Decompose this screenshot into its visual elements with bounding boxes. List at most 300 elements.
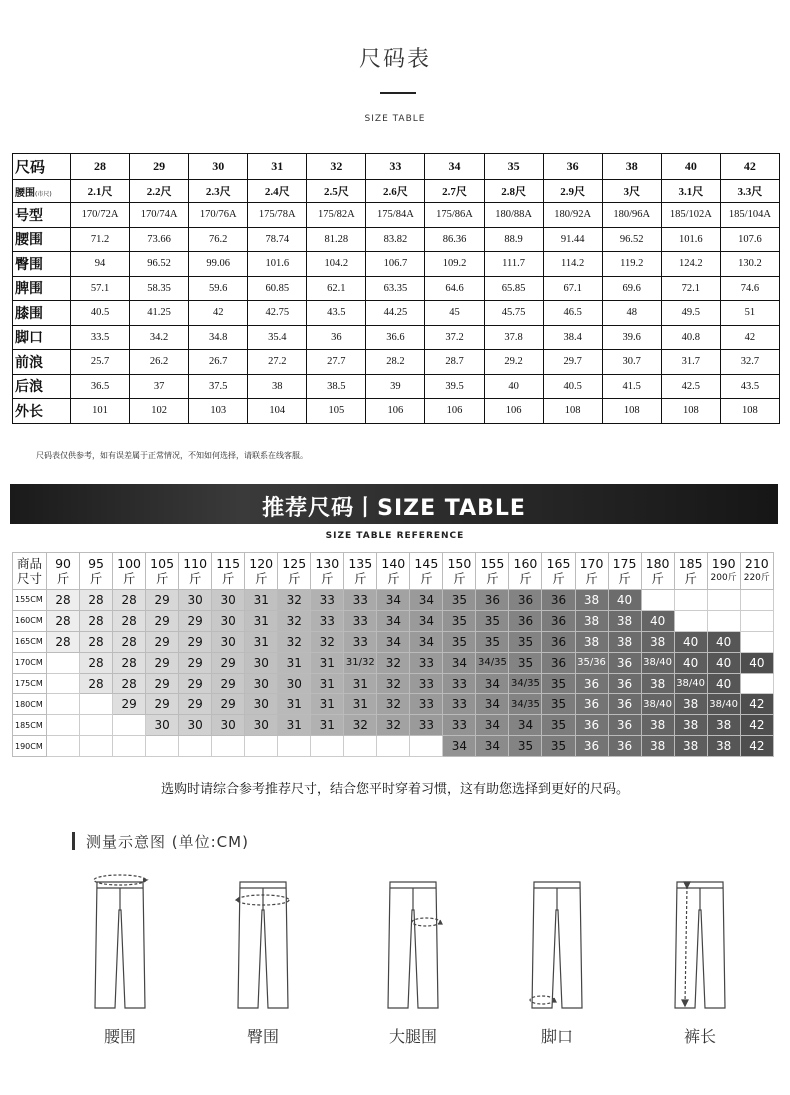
recommend-cell: 29 <box>146 631 179 652</box>
weight-unit: 斤 <box>453 571 466 586</box>
recommend-cell: 35 <box>542 715 575 736</box>
weight-unit: 斤 <box>221 571 235 586</box>
size-cell: 43.5 <box>307 301 366 326</box>
recommend-cell <box>113 715 146 736</box>
size-cell: 64.6 <box>425 276 484 301</box>
recommend-cell: 38 <box>641 673 674 694</box>
recommend-cell: 35 <box>476 610 509 631</box>
size-cell: 180/92A <box>543 203 602 228</box>
height-label: 190CM <box>13 736 47 757</box>
weight-header <box>146 553 179 590</box>
recommend-cell: 29 <box>212 673 245 694</box>
size-row-label-text: 脾围 <box>15 281 43 298</box>
size-cell: 34 <box>425 154 484 180</box>
weight-number: 160 <box>513 556 538 571</box>
recommend-cell <box>80 694 113 715</box>
size-table-row <box>13 180 780 203</box>
recommend-cell: 30 <box>278 673 311 694</box>
recommend-cell: 32 <box>377 652 410 673</box>
size-cell: 3.3尺 <box>720 180 779 203</box>
recommend-cell: 42 <box>740 715 773 736</box>
recommend-cell: 28 <box>113 590 146 611</box>
weight-number: 165 <box>546 556 571 571</box>
recommend-cell: 31 <box>278 694 311 715</box>
size-cell: 28 <box>71 154 130 180</box>
size-table <box>12 153 780 424</box>
size-row-label-text: 膝围 <box>15 305 43 322</box>
recommend-cell: 31 <box>311 694 344 715</box>
recommend-cell: 35 <box>443 590 476 611</box>
weight-unit: 斤 <box>89 571 103 586</box>
weight-unit: 斤 <box>486 571 499 586</box>
size-cell: 2.7尺 <box>425 180 484 203</box>
recommend-cell: 30 <box>245 694 278 715</box>
size-cell: 45.75 <box>484 301 543 326</box>
height-label: 185CM <box>13 715 47 736</box>
size-cell: 74.6 <box>720 276 779 301</box>
recommend-cell: 28 <box>80 652 113 673</box>
weight-header <box>179 553 212 590</box>
size-table-row <box>13 276 780 301</box>
banner-title: 推荐尺码丨SIZE TABLE <box>262 496 526 521</box>
recommend-cell: 38 <box>608 631 641 652</box>
recommend-cell <box>377 736 410 757</box>
size-cell: 2.9尺 <box>543 180 602 203</box>
size-cell: 111.7 <box>484 252 543 277</box>
size-cell: 38.4 <box>543 325 602 350</box>
weight-number: 100 <box>117 556 141 571</box>
measure-label-hem: 脚口 <box>540 1027 573 1046</box>
recommend-cell: 36 <box>575 673 608 694</box>
size-cell: 38 <box>602 154 661 180</box>
recommend-cell <box>344 736 377 757</box>
recommend-cell: 38/40 <box>641 652 674 673</box>
length-measure-icon <box>655 870 745 1015</box>
size-cell: 170/76A <box>189 203 248 228</box>
recommend-cell: 35 <box>443 631 476 652</box>
recommend-row <box>13 694 774 715</box>
size-cell: 175/86A <box>425 203 484 228</box>
recommend-cell: 33 <box>344 631 377 652</box>
size-cell: 29 <box>130 154 189 180</box>
recommend-cell: 29 <box>179 652 212 673</box>
recommend-cell: 38 <box>641 736 674 757</box>
weight-header <box>443 553 476 590</box>
weight-number: 140 <box>381 556 406 571</box>
size-cell: 3.1尺 <box>661 180 720 203</box>
recommend-cell: 34 <box>476 673 509 694</box>
size-cell: 185/102A <box>661 203 720 228</box>
recommend-tip: 选购时请综合参考推荐尺寸，结合您平时穿着习惯，这有助您选择到更好的尺码。 <box>160 782 629 797</box>
weight-header <box>641 553 674 590</box>
weight-unit: 200斤 <box>710 573 737 583</box>
height-label: 165CM <box>13 631 47 652</box>
size-cell: 103 <box>189 399 248 424</box>
size-cell: 106 <box>484 399 543 424</box>
size-row-label <box>13 276 71 301</box>
size-cell: 40.5 <box>543 374 602 399</box>
recommend-cell: 33 <box>344 610 377 631</box>
section-marker <box>72 832 75 850</box>
size-cell: 37 <box>130 374 189 399</box>
weight-header <box>377 553 410 590</box>
size-cell: 3尺 <box>602 180 661 203</box>
recommend-cell: 36 <box>575 715 608 736</box>
size-cell: 94 <box>71 252 130 277</box>
recommend-cell: 40 <box>674 652 707 673</box>
size-cell: 73.66 <box>130 227 189 252</box>
weight-header <box>674 553 707 590</box>
size-cell: 28.7 <box>425 350 484 375</box>
size-cell: 88.9 <box>484 227 543 252</box>
weight-unit: 斤 <box>585 571 598 586</box>
recommend-cell: 34 <box>410 610 443 631</box>
weight-number: 110 <box>183 556 208 571</box>
recommend-cell <box>707 590 740 611</box>
size-cell: 2.3尺 <box>189 180 248 203</box>
recommend-cell: 31 <box>278 652 311 673</box>
size-table-note: 尺码表仅供参考，如有误差属于正常情况，不知如何选择，请联系在线客服。 <box>36 451 308 460</box>
recommend-row <box>13 631 774 652</box>
recommend-cell: 33 <box>410 715 443 736</box>
recommend-row <box>13 610 774 631</box>
size-cell: 25.7 <box>71 350 130 375</box>
recommend-cell: 31 <box>344 694 377 715</box>
size-row-label <box>13 227 71 252</box>
size-cell: 36 <box>307 325 366 350</box>
recommend-cell: 34/35 <box>476 652 509 673</box>
weight-number: 105 <box>150 556 175 571</box>
recommend-cell: 36 <box>509 590 542 611</box>
measure-title: 测量示意图 (单位:CM) <box>86 833 249 851</box>
size-row-label-text: 前浪 <box>15 354 43 371</box>
recommend-cell: 36 <box>608 715 641 736</box>
corner-bottom: 尺寸 <box>16 571 42 586</box>
size-row-label <box>13 180 71 203</box>
recommend-cell: 34 <box>443 736 476 757</box>
size-cell: 107.6 <box>720 227 779 252</box>
recommend-cell <box>740 610 773 631</box>
recommend-cell: 28 <box>80 610 113 631</box>
recommend-cell: 42 <box>740 694 773 715</box>
size-cell: 37.5 <box>189 374 248 399</box>
banner-subtitle: SIZE TABLE REFERENCE <box>325 531 465 541</box>
recommend-cell: 30 <box>212 631 245 652</box>
weight-unit: 斤 <box>420 571 433 586</box>
size-cell: 26.2 <box>130 350 189 375</box>
size-cell: 38.5 <box>307 374 366 399</box>
size-cell: 63.35 <box>366 276 425 301</box>
weight-unit: 斤 <box>651 571 664 586</box>
recommend-cell <box>707 610 740 631</box>
recommend-cell <box>245 736 278 757</box>
size-cell: 130.2 <box>720 252 779 277</box>
recommend-cell: 38 <box>707 736 740 757</box>
recommend-cell: 35 <box>443 610 476 631</box>
size-cell: 39.5 <box>425 374 484 399</box>
size-cell: 34.8 <box>189 325 248 350</box>
size-row-label-text: 号型 <box>15 207 43 224</box>
recommend-row <box>13 736 774 757</box>
recommend-cell: 28 <box>47 610 80 631</box>
weight-header <box>575 553 608 590</box>
size-cell: 62.1 <box>307 276 366 301</box>
recommend-cell: 31 <box>278 715 311 736</box>
weight-number: 120 <box>249 556 274 571</box>
size-cell: 67.1 <box>543 276 602 301</box>
size-cell: 104 <box>248 399 307 424</box>
recommend-cell: 36 <box>575 736 608 757</box>
size-cell: 42 <box>720 325 779 350</box>
recommend-cell <box>740 590 773 611</box>
size-cell: 102 <box>130 399 189 424</box>
weight-header <box>113 553 146 590</box>
size-table-row <box>13 227 780 252</box>
weight-number: 90 <box>55 556 71 571</box>
size-cell: 124.2 <box>661 252 720 277</box>
recommend-cell: 31 <box>245 590 278 611</box>
weight-number: 135 <box>348 556 373 571</box>
weight-unit: 斤 <box>188 571 202 586</box>
recommend-cell: 34 <box>509 715 542 736</box>
weight-number: 210 <box>744 556 769 571</box>
size-cell: 180/88A <box>484 203 543 228</box>
size-cell: 2.6尺 <box>366 180 425 203</box>
size-row-label <box>13 325 71 350</box>
weight-header <box>344 553 377 590</box>
recommend-cell: 38 <box>674 694 707 715</box>
weight-unit: 斤 <box>354 571 367 586</box>
size-cell: 39.6 <box>602 325 661 350</box>
recommend-cell <box>47 673 80 694</box>
recommend-cell: 28 <box>113 610 146 631</box>
recommend-cell: 34 <box>410 631 443 652</box>
recommend-cell <box>113 736 146 757</box>
recommend-cell: 30 <box>146 715 179 736</box>
size-cell: 37.8 <box>484 325 543 350</box>
recommend-cell: 32 <box>344 715 377 736</box>
recommend-cell: 35 <box>509 631 542 652</box>
height-label: 170CM <box>13 652 47 673</box>
measure-label-thigh: 大腿围 <box>388 1027 437 1046</box>
recommend-cell <box>212 736 245 757</box>
size-cell: 185/104A <box>720 203 779 228</box>
recommend-cell: 35 <box>509 652 542 673</box>
size-cell: 72.1 <box>661 276 720 301</box>
recommend-row <box>13 590 774 611</box>
measure-label-waist: 腰围 <box>103 1027 136 1046</box>
size-cell: 114.2 <box>543 252 602 277</box>
weight-unit: 斤 <box>155 571 169 586</box>
size-cell: 30.7 <box>602 350 661 375</box>
size-table-row <box>13 301 780 326</box>
size-cell: 41.25 <box>130 301 189 326</box>
size-cell: 40.5 <box>71 301 130 326</box>
recommend-cell: 40 <box>707 652 740 673</box>
size-cell: 2.1尺 <box>71 180 130 203</box>
weight-unit: 斤 <box>287 571 301 586</box>
size-cell: 108 <box>543 399 602 424</box>
size-row-label-sub: (市尺) <box>35 190 52 198</box>
recommend-cell: 36 <box>542 631 575 652</box>
height-label: 180CM <box>13 694 47 715</box>
weight-header <box>410 553 443 590</box>
recommend-cell: 34 <box>377 590 410 611</box>
recommend-cell: 34 <box>443 652 476 673</box>
height-label: 160CM <box>13 610 47 631</box>
size-cell: 69.6 <box>602 276 661 301</box>
height-label: 175CM <box>13 673 47 694</box>
weight-header <box>278 553 311 590</box>
recommend-cell: 30 <box>179 590 212 611</box>
size-row-label-text: 尺码 <box>15 158 46 176</box>
size-cell: 78.74 <box>248 227 307 252</box>
weight-number: 185 <box>678 556 703 571</box>
recommend-cell: 35 <box>542 736 575 757</box>
size-cell: 42 <box>720 154 779 180</box>
size-cell: 2.8尺 <box>484 180 543 203</box>
size-row-label <box>13 399 71 424</box>
weight-unit: 斤 <box>618 571 631 586</box>
size-cell: 101.6 <box>661 227 720 252</box>
size-cell: 51 <box>720 301 779 326</box>
recommend-cell: 33 <box>410 652 443 673</box>
size-cell: 26.7 <box>189 350 248 375</box>
recommend-cell: 32 <box>377 694 410 715</box>
recommend-cell: 34 <box>476 715 509 736</box>
size-cell: 96.52 <box>130 252 189 277</box>
size-row-label <box>13 154 71 180</box>
recommend-cell: 33 <box>443 673 476 694</box>
recommend-cell <box>674 590 707 611</box>
recommend-cell: 38 <box>575 610 608 631</box>
size-cell: 99.06 <box>189 252 248 277</box>
weight-number: 180 <box>645 556 670 571</box>
recommend-cell <box>641 590 674 611</box>
size-cell: 37.2 <box>425 325 484 350</box>
recommend-cell: 32 <box>278 610 311 631</box>
size-table-row <box>13 325 780 350</box>
size-cell: 28.2 <box>366 350 425 375</box>
recommend-cell: 29 <box>179 673 212 694</box>
size-cell: 31.7 <box>661 350 720 375</box>
recommend-cell: 32 <box>377 715 410 736</box>
size-cell: 40.8 <box>661 325 720 350</box>
weight-number: 145 <box>414 556 439 571</box>
recommend-cell: 28 <box>80 631 113 652</box>
recommend-cell: 36 <box>608 673 641 694</box>
measure-label-hip: 臀围 <box>246 1027 279 1046</box>
recommend-cell: 40 <box>707 673 740 694</box>
recommend-cell: 35/36 <box>575 652 608 673</box>
size-cell: 96.52 <box>602 227 661 252</box>
recommend-cell: 29 <box>113 694 146 715</box>
recommend-cell: 32 <box>377 673 410 694</box>
recommend-cell: 30 <box>212 590 245 611</box>
recommend-header-row <box>13 553 774 590</box>
recommend-cell: 36 <box>509 610 542 631</box>
recommend-cell: 28 <box>80 673 113 694</box>
recommend-cell: 28 <box>47 590 80 611</box>
recommend-cell: 40 <box>608 590 641 611</box>
recommend-cell <box>80 715 113 736</box>
weight-unit: 斤 <box>387 571 400 586</box>
recommend-cell: 34 <box>476 736 509 757</box>
recommend-cell: 38 <box>608 610 641 631</box>
size-row-label <box>13 252 71 277</box>
size-cell: 31 <box>248 154 307 180</box>
weight-number: 130 <box>315 556 340 571</box>
recommend-cell: 32 <box>278 590 311 611</box>
size-cell: 86.36 <box>425 227 484 252</box>
recommend-corner <box>13 553 47 590</box>
size-cell: 109.2 <box>425 252 484 277</box>
recommend-cell: 29 <box>146 694 179 715</box>
recommend-cell: 29 <box>212 694 245 715</box>
weight-header <box>542 553 575 590</box>
size-cell: 65.85 <box>484 276 543 301</box>
recommend-cell: 38 <box>575 631 608 652</box>
size-cell: 83.82 <box>366 227 425 252</box>
recommend-cell: 40 <box>707 631 740 652</box>
recommend-cell: 30 <box>245 673 278 694</box>
weight-number: 150 <box>447 556 472 571</box>
recommend-cell: 30 <box>179 715 212 736</box>
recommend-cell: 33 <box>410 694 443 715</box>
recommend-cell <box>47 715 80 736</box>
recommend-cell: 31 <box>344 673 377 694</box>
measure-label-length: 裤长 <box>683 1027 716 1046</box>
size-cell: 38 <box>248 374 307 399</box>
recommend-cell: 30 <box>212 610 245 631</box>
weight-number: 125 <box>282 556 307 571</box>
weight-unit: 斤 <box>684 571 697 586</box>
weight-header <box>476 553 509 590</box>
recommend-cell: 29 <box>179 610 212 631</box>
size-row-label-text: 外长 <box>15 403 43 420</box>
size-cell: 108 <box>602 399 661 424</box>
weight-unit: 斤 <box>321 571 334 586</box>
size-cell: 39 <box>366 374 425 399</box>
weight-unit: 斤 <box>519 571 532 586</box>
size-cell: 44.25 <box>366 301 425 326</box>
recommend-cell: 38 <box>674 715 707 736</box>
weight-header <box>80 553 113 590</box>
size-cell: 108 <box>720 399 779 424</box>
recommend-cell: 33 <box>311 590 344 611</box>
hem-measure-icon <box>512 870 602 1015</box>
recommend-row <box>13 652 774 673</box>
weight-number: 170 <box>579 556 604 571</box>
recommend-cell: 31 <box>245 610 278 631</box>
size-row-label <box>13 301 71 326</box>
size-cell: 36.6 <box>366 325 425 350</box>
size-table-row <box>13 154 780 180</box>
size-cell: 27.2 <box>248 350 307 375</box>
recommend-cell: 38 <box>641 715 674 736</box>
size-table-row <box>13 350 780 375</box>
size-cell: 32.7 <box>720 350 779 375</box>
size-cell: 30 <box>189 154 248 180</box>
recommend-cell: 34 <box>476 694 509 715</box>
size-cell: 27.7 <box>307 350 366 375</box>
size-row-label-text: 后浪 <box>15 379 43 396</box>
size-cell: 180/96A <box>602 203 661 228</box>
size-table-row <box>13 203 780 228</box>
size-cell: 175/82A <box>307 203 366 228</box>
recommend-cell: 29 <box>179 631 212 652</box>
recommend-cell: 36 <box>608 652 641 673</box>
